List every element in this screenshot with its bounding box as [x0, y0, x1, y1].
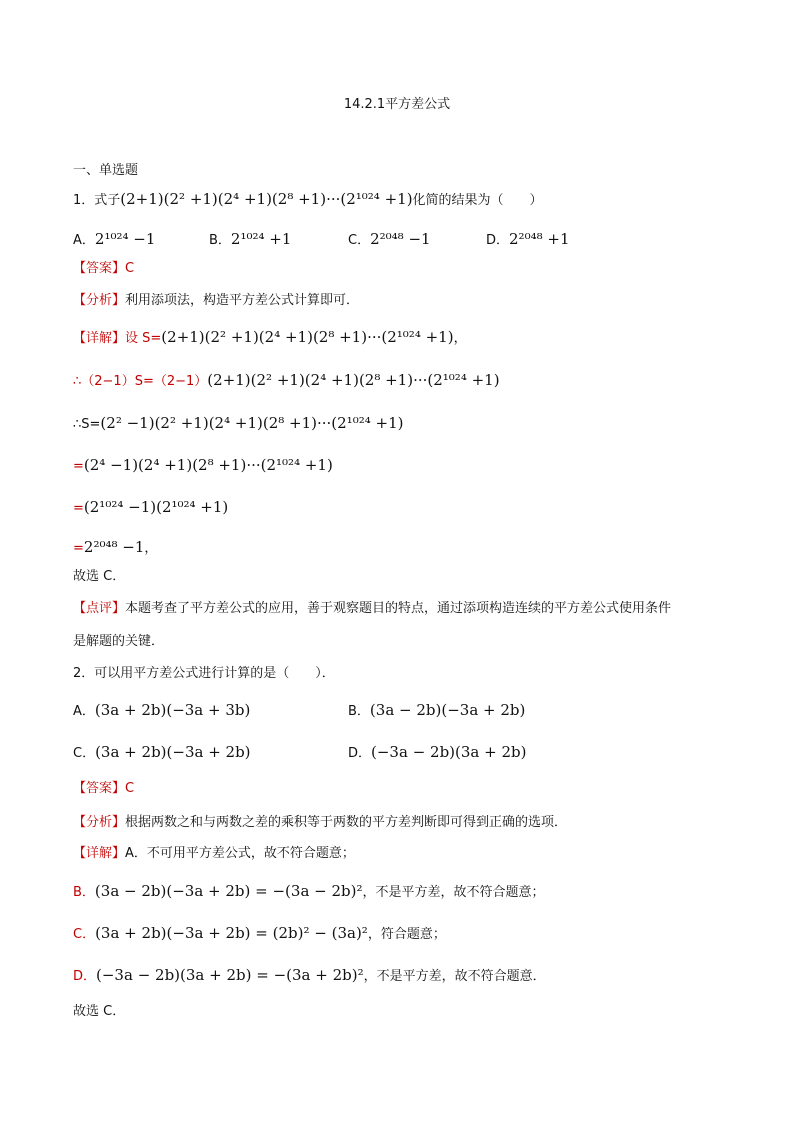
option-expression: (3a + 2b)(−3a + 3b): [94, 701, 251, 719]
option-label: C．: [348, 233, 371, 248]
q1-comment-continued: 是解题的关键．: [73, 634, 165, 649]
q2-option-c: [73, 742, 251, 764]
q1-option-a: [73, 229, 155, 251]
detail-expression: (−3a − 2b)(3a + 2b) = −(3a + 2b)²: [96, 966, 364, 984]
q1-option-b: [209, 229, 291, 251]
option-label: D．: [486, 233, 510, 248]
q1-conclusion: 故选 C．: [73, 569, 126, 584]
analysis-text: 利用添项法，构造平方差公式计算即可．: [125, 293, 360, 308]
option-expression: 2¹⁰²⁴ +1: [230, 230, 292, 248]
detail-expression: (2² −1)(2² +1)(2⁴ +1)(2⁸ +1)···(2¹⁰²⁴ +1): [100, 414, 404, 432]
option-expression: (3a − 2b)(−3a + 2b): [369, 701, 526, 719]
detail-suffix: ，: [144, 541, 158, 556]
q1-detail-line-1: [73, 327, 467, 349]
detail-expression: (3a − 2b)(−3a + 2b) = −(3a − 2b)²: [94, 882, 363, 900]
analysis-tag: 【分析】: [73, 293, 126, 308]
detail-expression: (2¹⁰²⁴ −1)(2¹⁰²⁴ +1): [83, 498, 229, 516]
option-label: A．: [73, 704, 95, 719]
detail-expression: 2²⁰⁴⁸ −1: [83, 538, 145, 556]
question-1-expression: (2+1)(2² +1)(2⁴ +1)(2⁸ +1)···(2¹⁰²⁴ +1): [120, 190, 413, 208]
q2-option-b: [348, 700, 525, 722]
q2-detail-d: [73, 965, 546, 987]
q1-detail-line-4: [73, 455, 333, 477]
detail-prefix: ∴S=: [73, 417, 101, 432]
q1-analysis: [73, 291, 359, 311]
question-2-stem: 2．可以用平方差公式进行计算的是（ ）．: [73, 666, 335, 681]
detail-prefix: ∴（2−1）S=（2−1）: [73, 374, 208, 389]
q2-detail-c: [73, 923, 446, 945]
q1-option-c: [348, 229, 431, 251]
detail-prefix: =: [73, 459, 84, 474]
option-label: A．: [73, 233, 95, 248]
option-label: B．: [348, 704, 370, 719]
page-title: 14.2.1平方差公式: [343, 97, 451, 112]
option-expression: 2²⁰⁴⁸ +1: [509, 230, 570, 248]
q2-analysis: [73, 813, 567, 833]
detail-tag: 【详解】: [73, 846, 126, 861]
answer-value: C: [125, 781, 135, 796]
section-heading: 一、单选题: [73, 163, 139, 178]
option-label: D．: [348, 746, 372, 761]
detail-prefix: 设 S=: [125, 331, 162, 346]
comment-tag: 【点评】: [73, 601, 126, 616]
detail-suffix: ，符合题意；: [367, 927, 446, 942]
detail-label: B．: [73, 885, 95, 900]
option-label: B．: [209, 233, 231, 248]
q2-conclusion: 故选 C．: [73, 1004, 126, 1019]
option-label: C．: [73, 746, 96, 761]
detail-suffix: ，不是平方差，故不符合题意．: [363, 969, 546, 984]
q1-comment: [73, 599, 671, 619]
detail-expression: (2+1)(2² +1)(2⁴ +1)(2⁸ +1)···(2¹⁰²⁴ +1): [207, 371, 500, 389]
analysis-tag: 【分析】: [73, 815, 126, 830]
q1-answer: [73, 259, 134, 279]
q1-detail-line-6: [73, 537, 157, 559]
q1-detail-line-3: [73, 413, 403, 435]
q2-detail-a: [73, 844, 355, 864]
detail-tag: 【详解】: [73, 331, 126, 346]
option-expression: 2¹⁰²⁴ −1: [94, 230, 156, 248]
answer-tag: 【答案】: [73, 781, 126, 796]
option-expression: 2²⁰⁴⁸ −1: [370, 230, 431, 248]
answer-tag: 【答案】: [73, 261, 126, 276]
q2-option-d: [348, 742, 526, 764]
option-expression: (3a + 2b)(−3a + 2b): [95, 743, 251, 761]
analysis-text: 根据两数之和与两数之差的乘积等于两数的平方差判断即可得到正确的选项．: [125, 815, 568, 830]
option-expression: (−3a − 2b)(3a + 2b): [371, 743, 527, 761]
detail-expression: (3a + 2b)(−3a + 2b) = (2b)² − (3a)²: [95, 924, 368, 942]
detail-expression: (2+1)(2² +1)(2⁴ +1)(2⁸ +1)···(2¹⁰²⁴ +1): [161, 328, 454, 346]
detail-prefix: =: [73, 541, 84, 556]
comment-text: 本题考查了平方差公式的应用，善于观察题目的特点，通过添项构造连续的平方差公式使用条件: [125, 601, 672, 616]
detail-expression: (2⁴ −1)(2⁴ +1)(2⁸ +1)···(2¹⁰²⁴ +1): [83, 456, 333, 474]
q1-detail-line-5: [73, 497, 228, 519]
detail-label: D．: [73, 969, 97, 984]
q1-detail-line-2: [73, 370, 500, 392]
q2-detail-b: [73, 881, 545, 903]
detail-prefix: =: [73, 501, 84, 516]
detail-label: C．: [73, 927, 96, 942]
q1-option-d: [486, 229, 570, 251]
question-1-prefix: 1．式子: [73, 193, 121, 208]
detail-suffix: ，不是平方差，故不符合题意；: [362, 885, 545, 900]
question-1-stem: [73, 189, 543, 211]
q2-answer: [73, 779, 134, 799]
answer-value: C: [125, 261, 135, 276]
detail-suffix: ，: [453, 331, 467, 346]
detail-text: A．不可用平方差公式，故不符合题意；: [125, 846, 355, 861]
question-1-suffix: 化简的结果为（ ）: [412, 193, 543, 208]
q2-option-a: [73, 700, 250, 722]
